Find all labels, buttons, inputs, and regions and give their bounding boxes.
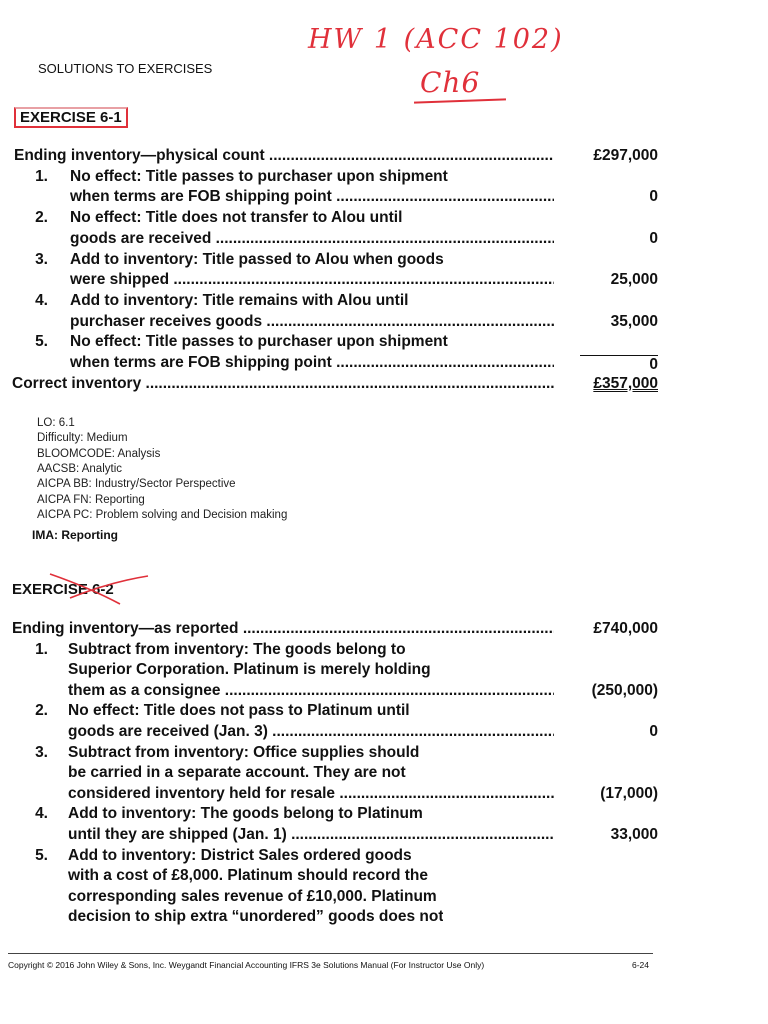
item-text: purchaser receives goods ..... [70,313,554,331]
item-line [0,271,768,291]
item-line [0,230,768,250]
item-line [0,354,768,374]
item-text: Add to inventory: Title passed to Alou when goods [70,250,444,268]
item-text: No effect: Title does not transfer to Alou until [70,209,403,227]
item-number: 4. [35,291,48,309]
item-line [0,785,768,805]
metadata-line: Difficulty: Medium [37,432,128,445]
item-line [0,209,768,229]
metadata-line: AACSB: Analytic [37,462,123,475]
item-line [0,292,768,312]
item-number: 5. [35,333,48,351]
metadata-line: AICPA PC: Problem solving and Decision making [37,508,288,521]
line-total [0,375,768,395]
item-line [0,682,768,702]
metadata-line: AICPA FN: Reporting [37,493,145,506]
item-line [0,888,768,908]
start-label: Ending inventory—physical count ..... [14,147,554,165]
item-line [0,702,768,722]
item-amount: 0 [649,723,658,740]
item-line [0,867,768,887]
item-text: be carried in a separate account. They are not [68,764,406,782]
item-text: Subtract from inventory: Office supplies should [68,743,420,761]
total-label: Correct inventory ..... [12,375,554,393]
item-amount: 0 [649,188,658,206]
item-amount: 0 [580,355,658,374]
footer-copyright: Copyright © 2016 John Wiley & Sons, Inc. Weygandt Financial Accounting IFRS 3e Solutions Manual (For Instructor Use Only) [8,960,485,970]
item-line [0,805,768,825]
item-number: 3. [35,250,48,268]
footer-page-number: 6-24 [632,960,650,970]
item-number: 4. [35,805,48,823]
item-line [0,313,768,333]
start-amount: £297,000 [593,147,658,164]
item-text: Add to inventory: District Sales ordered goods [68,846,412,864]
item-amount: 0 [649,229,658,247]
item-text: considered inventory held for resale ..... [68,785,554,803]
item-line [0,847,768,867]
item-text: with a cost of £8,000. Platinum should record the [68,867,429,885]
item-line [0,744,768,764]
item-text: Superior Corporation. Platinum is merely holding [68,661,431,679]
item-text: No effect: Title passes to purchaser upon shipment [70,333,448,351]
line-start [0,147,768,167]
item-line [0,188,768,208]
item-line [0,764,768,784]
item-text: them as a consignee ..... [68,682,554,700]
handwritten-underline [414,98,506,103]
item-text: No effect: Title passes to purchaser upon shipment [70,167,448,185]
item-amount: (250,000) [591,681,658,699]
item-number: 2. [35,702,48,720]
item-line [0,908,768,928]
item-line [0,333,768,353]
item-number: 3. [35,743,48,761]
item-text: when terms are FOB shipping point ..... [70,188,554,206]
item-text: goods are received ..... [70,230,554,248]
item-text: goods are received (Jan. 3) ..... [68,723,554,741]
item-number: 2. [35,209,48,227]
metadata-line: AICPA BB: Industry/Sector Perspective [37,478,236,491]
item-text: Subtract from inventory: The goods belong to [68,640,406,658]
item-line [0,661,768,681]
item-text: when terms are FOB shipping point ..... [70,354,554,372]
start-label: Ending inventory—as reported ..... [12,620,554,638]
item-amount: 25,000 [610,271,658,289]
item-text: until they are shipped (Jan. 1) ..... [68,826,554,844]
handwritten-chapter: Ch6 [420,66,481,99]
item-number: 1. [35,640,48,658]
item-text: Add to inventory: The goods belong to Platinum [68,805,423,823]
metadata-line: LO: 6.1 [37,417,75,429]
exercise-6-2-title: EXERCISE 6-2 [12,581,114,598]
handwritten-title: HW 1 (ACC 102) [308,24,564,55]
item-line [0,723,768,743]
handwritten-cross-mark [10,568,170,608]
item-amount: 33,000 [610,826,658,843]
item-text: corresponding sales revenue of £10,000. Platinum [68,887,437,905]
item-line [0,826,768,846]
page-header: SOLUTIONS TO EXERCISES [38,61,213,76]
metadata-line: BLOOMCODE: Analysis [37,447,161,460]
item-text: were shipped ..... [70,271,554,289]
exercise-6-1-title: EXERCISE 6-1 [14,107,128,128]
item-amount: (17,000) [600,784,658,802]
total-amount: £357,000 [593,374,658,392]
item-line [0,251,768,271]
item-number: 5. [35,846,48,864]
line-start [0,620,768,640]
item-text: No effect: Title does not pass to Platinum until [68,702,410,720]
item-number: 1. [35,167,48,185]
item-line [0,168,768,188]
item-text: decision to ship extra “unordered” goods does not [68,908,444,926]
footer-rule [8,953,653,954]
start-amount: £740,000 [593,620,658,637]
item-line [0,641,768,661]
item-amount: 35,000 [610,312,658,330]
item-text: Add to inventory: Title remains with Alou until [70,291,409,309]
ima-tag: IMA: Reporting [32,528,118,542]
